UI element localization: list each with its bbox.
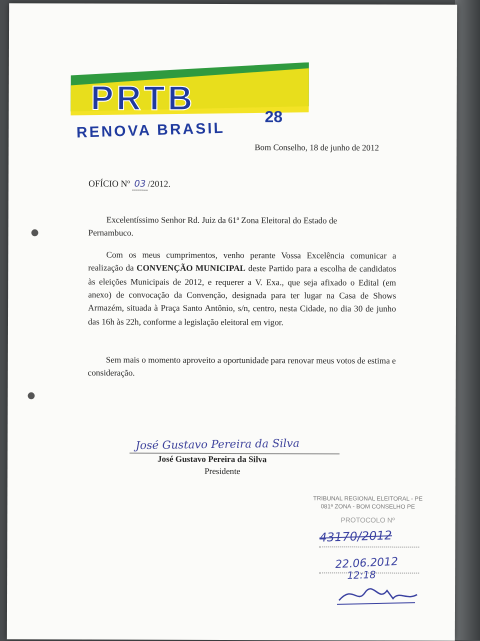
stamp-zone: 081ª ZONA - BOM CONSELHO PE [320,504,415,511]
signatory-title: Presidente [204,465,241,477]
stamp-court: TRIBUNAL REGIONAL ELEITORAL - PE [313,496,423,503]
closing-paragraph: Sem mais o momento aproveito a oportunidade para renovar meus votos de estima e consideração. [87,354,396,378]
stamp-protocol-label: PROTOCOLO Nº [340,517,395,525]
signatory-name: José Gustavo Pereira da Silva [157,453,267,465]
stamp-date: 22.06.2012 [334,554,399,572]
document-page [7,3,457,641]
place-date: Bom Conselho, 18 de junho de 2012 [254,142,380,153]
svg-text:RENOVA BRASIL: RENOVA BRASIL [76,119,226,142]
body-bold: CONVENÇÃO MUNICIPAL [136,262,246,274]
stamp-time: 12:18 [346,570,377,582]
oficio-suffix: /2012. [147,178,171,189]
body-text-1: Com os meus cumprimentos, venho perante Vossa Excelência comunicar a realização da [88,249,397,273]
body-paragraph [88,248,396,329]
body-text-2: deste Partido para a escolha de candidatos às eleições Municipais de 2012, e requerer a V. Exa., que seja afixado o Edital (em anexo) de convocação da Convenção, designada para ter lugar na Casa de Shows Armazém, situada à Praça Santo Antônio, s/n, centro, nesta Cidade, no dia 30 de junho das 16h às 22h, conforme a legislação eleitoral em vigor. [87,263,397,327]
prtb-logo [69,61,331,144]
binder-hole-top [31,229,38,236]
salutation: Excelentíssimo Senhor Rd. Juiz da 61ª Zona Eleitoral do Estado de Pernambuco. [88,214,338,238]
binder-hole-bottom [28,392,35,399]
svg-text:PRTB: PRTB [90,79,196,118]
handwritten-signature: José Gustavo Pereira da Silva [135,436,300,453]
oficio-prefix: OFÍCIO Nº [88,178,131,189]
stamp-rule-1 [319,546,419,547]
stamp-protocol-number: 43170/2012 [319,528,393,545]
svg-text:28: 28 [264,109,283,127]
stamp-initials-scribble [335,582,420,606]
oficio-number [88,177,170,192]
oficio-handwritten-number: 03 [132,180,147,191]
background-surface [455,0,480,640]
